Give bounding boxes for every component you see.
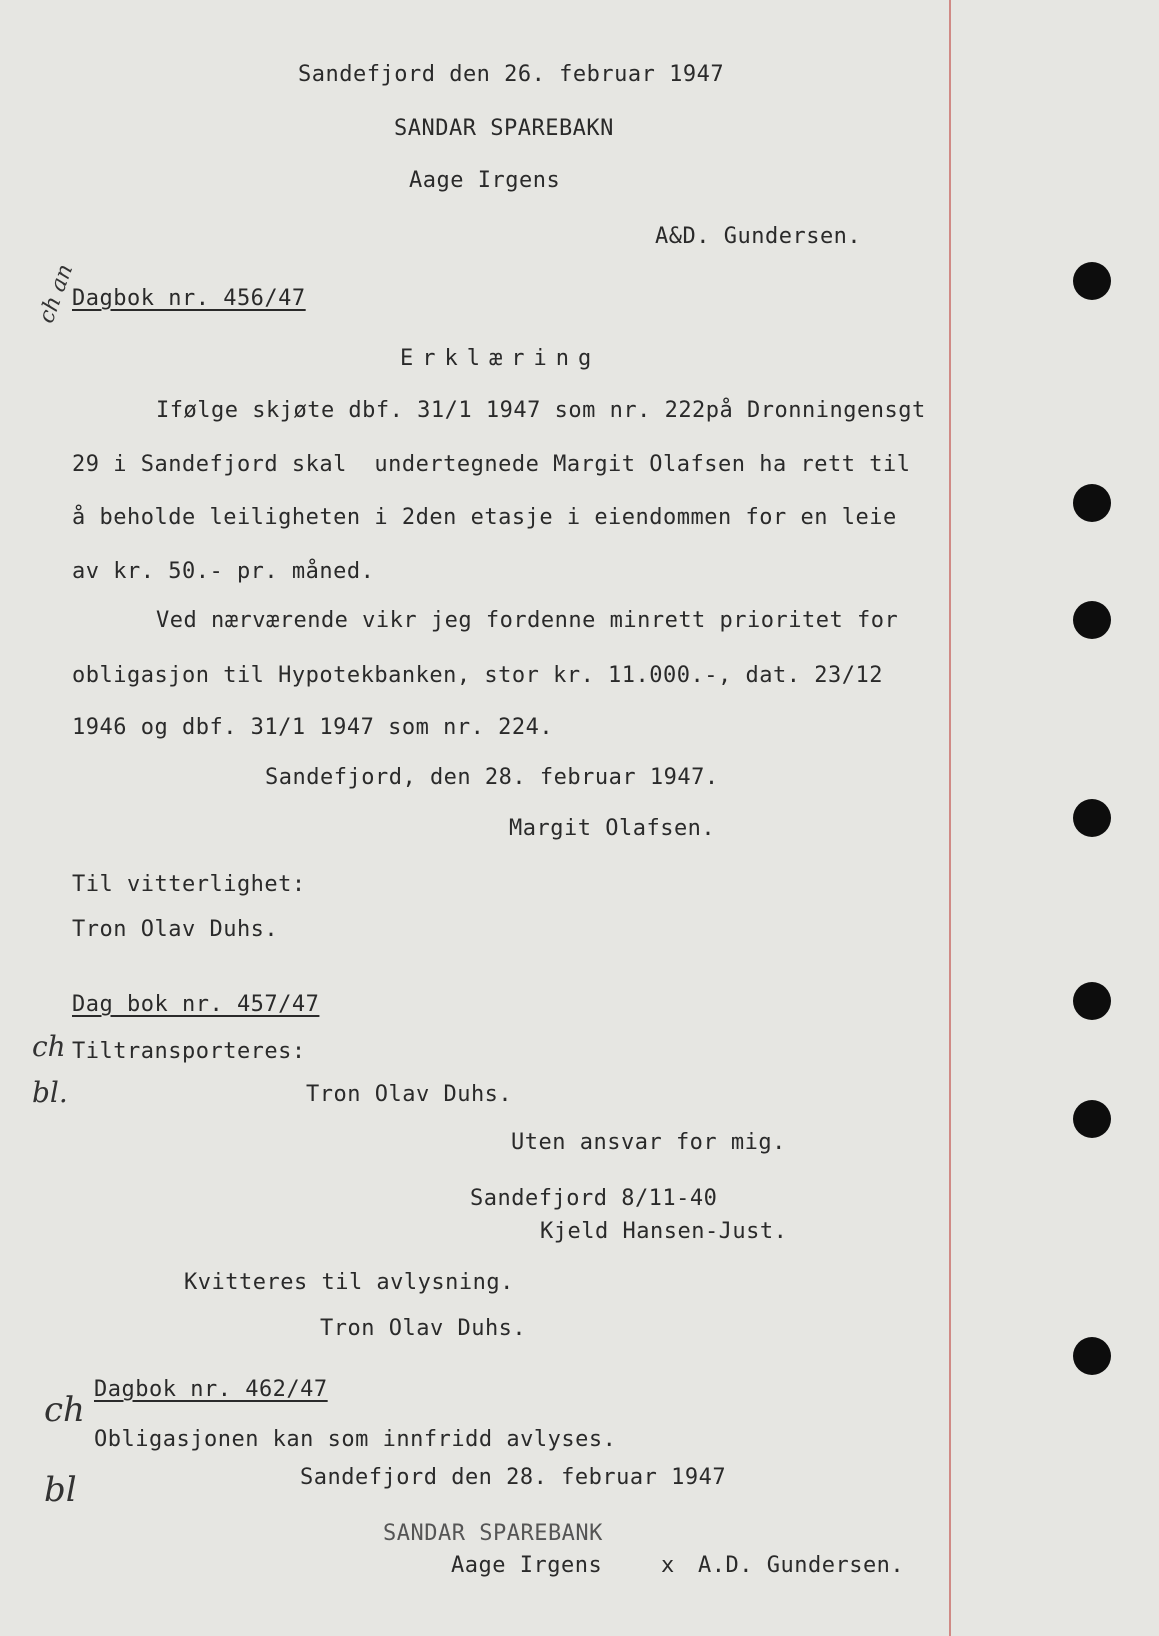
punch-hole xyxy=(1073,601,1111,639)
entry-456-witness: Tron Olav Duhs. xyxy=(72,917,279,942)
header-signer-2: A&D. Gundersen. xyxy=(655,224,862,249)
entry-457-receipt: Kvitteres til avlysning. xyxy=(184,1270,514,1295)
punch-hole xyxy=(1073,262,1111,300)
entry-456-place-date: Sandefjord, den 28. februar 1947. xyxy=(265,765,719,790)
entry-456-line-6: obligasjon til Hypotekbanken, stor kr. 11.000.-, dat. 23/12 xyxy=(72,663,883,688)
entry-457-to: Tron Olav Duhs. xyxy=(306,1082,513,1107)
punch-hole xyxy=(1073,1337,1111,1375)
margin-rule xyxy=(949,0,951,1636)
entry-456-line-5: Ved nærværende vikr jeg fordenne minrett prioritet for xyxy=(156,608,899,633)
entry-462-cross-mark: x xyxy=(661,1553,675,1578)
punch-hole xyxy=(1073,484,1111,522)
entry-456-line-2: 29 i Sandefjord skal undertegnede Margit Olafsen ha rett til xyxy=(72,452,911,477)
header-place-date: Sandefjord den 26. februar 1947 xyxy=(298,62,725,87)
entry-456-line-1: Ifølge skjøte dbf. 31/1 1947 som nr. 222på Dronningensgt xyxy=(156,398,926,423)
header-signer-1: Aage Irgens xyxy=(409,168,561,193)
entry-456-line-7: 1946 og dbf. 31/1 1947 som nr. 224. xyxy=(72,715,554,740)
entry-456-title: Erklæring xyxy=(400,346,601,371)
entry-457-note: Uten ansvar for mig. xyxy=(511,1130,786,1155)
entry-457-receipt-signer: Tron Olav Duhs. xyxy=(320,1316,527,1341)
header-bank: SANDAR SPAREBAKN xyxy=(394,116,614,141)
punch-hole xyxy=(1073,982,1111,1020)
entry-462-ref: Dagbok nr. 462/47 xyxy=(94,1377,328,1402)
entry-457-ref: Dag bok nr. 457/47 xyxy=(72,992,320,1017)
entry-462-text: Obligasjonen kan som innfridd avlyses. xyxy=(94,1427,617,1452)
entry-462-signer-1: Aage Irgens xyxy=(451,1553,603,1578)
entry-462-place-date: Sandefjord den 28. februar 1947 xyxy=(300,1465,727,1490)
entry-457-place-date: Sandefjord 8/11-40 xyxy=(470,1186,718,1211)
entry-456-ref: Dagbok nr. 456/47 xyxy=(72,286,306,311)
punch-hole xyxy=(1073,1100,1111,1138)
entry-456-margin-mark: ch an xyxy=(34,260,79,327)
entry-456-line-3: å beholde leiligheten i 2den etasje i eiendommen for en leie xyxy=(72,505,897,530)
entry-456-witness-label: Til vitterlighet: xyxy=(72,872,306,897)
entry-462-margin-mark: ch bl xyxy=(44,1390,85,1510)
punch-hole xyxy=(1073,799,1111,837)
entry-457-margin-mark: ch bl. xyxy=(32,1030,68,1109)
entry-457-signer: Kjeld Hansen-Just. xyxy=(540,1219,788,1244)
entry-462-signer-2: A.D. Gundersen. xyxy=(698,1553,905,1578)
entry-456-line-4: av kr. 50.- pr. måned. xyxy=(72,559,375,584)
entry-456-signature: Margit Olafsen. xyxy=(509,816,716,841)
entry-457-transfer: Tiltransporteres: xyxy=(72,1039,306,1064)
entry-462-bank: SANDAR SPAREBANK xyxy=(383,1521,603,1546)
